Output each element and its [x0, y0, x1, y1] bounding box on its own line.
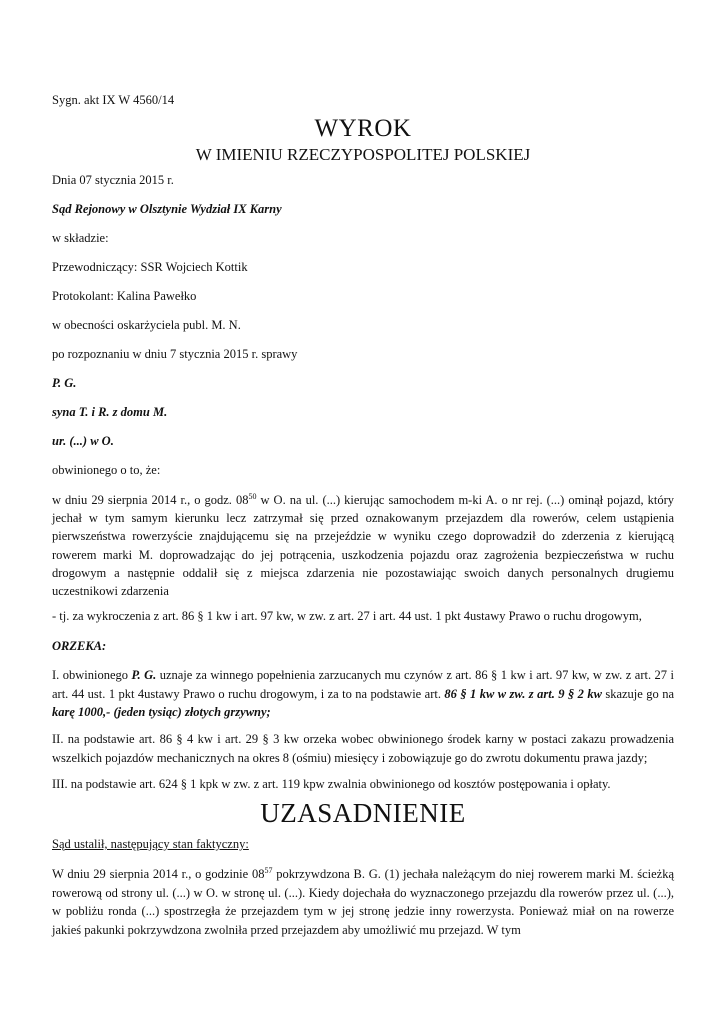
prosecutor: w obecności oskarżyciela publ. M. N. [52, 318, 241, 332]
verdict-point-2: II. na podstawie art. 86 § 4 kw i art. 29 § 3 kw orzeka wobec obwinionego środek karny w postaci zakazu prowadzenia wszelkich pojazdów mechanicznych na okres 8 (ośmiu) miesięcy i zobowiązuje go do zwrotu dokumentu prawa jazdy; [52, 732, 674, 765]
defendant-birth: ur. (...) w O. [52, 434, 114, 448]
verdict-heading: ORZEKA: [52, 639, 107, 653]
defendant-name: P. G. [52, 376, 77, 390]
accused-of-label: obwinionego o to, że: [52, 463, 161, 477]
judgment-date: Dnia 07 stycznia 2015 r. [52, 173, 174, 187]
charge-legal-basis: - tj. za wykroczenia z art. 86 § 1 kw i art. 97 kw, w zw. z art. 27 i art. 44 ust. 1 pkt 4ustawy Prawo o ruchu drogowym, [52, 609, 642, 623]
charge-description: w dniu 29 sierpnia 2014 r., o godz. $08^{50}$ w O. na ul. (...) kierując samochodem m-ki A. o nr rej. (...) ominął pojazd, który jechał w tym samym kierunku lecz zatrzymał się przed oznakowanym przejazdem dla rowerów, celem ustąpienia pierwszeństwa rowerzyście znajdującemu się na przejeździe w wyniku czego doprowadził do zderzenia z kierującą rowerem marki M. doprowadzając do jej potrącenia, uszkodzenia pojazdu oraz zagrożenia bezpieczeństwa w ruchu drogowym a następnie oddalił się z miejsca zdarzenia nie pozostawiając swoich danych personalnych drugiemu uczestnikowi zdarzenia [52, 491, 674, 599]
document-title: WYROK [314, 115, 412, 142]
hearing-info: po rozpoznaniu w dniu 7 stycznia 2015 r. sprawy [52, 347, 298, 361]
justification-title: UZASADNIENIE [260, 798, 466, 828]
verdict-point-1: I. obwinionego P. G. uznaje za winnego popełnienia zarzucanych mu czynów z art. 86 § 1 kw i art. 97 kw, w zw. z art. 27 i art. 44 ust. 1 pkt 4ustawy Prawo o ruchu drogowym, i za to na podstawie art. 86 § 1 kw w zw. z art. 9 § 2 kw skazuje go na karę 1000,- (jeden tysiąc) złotych grzywny; [52, 668, 674, 719]
verdict-point-3: III. na podstawie art. 624 § 1 kpk w zw. z art. 119 kpw zwalnia obwinionego od kosztów postępowania i opłaty. [52, 777, 611, 791]
defendant-parents: syna T. i R. z domu M. [52, 405, 168, 419]
chair-judge: Przewodniczący: SSR Wojciech Kottik [52, 260, 248, 274]
court-name: Sąd Rejonowy w Olsztynie Wydział IX Karny [52, 202, 282, 216]
case-number: Sygn. akt IX W 4560/14 [52, 93, 175, 107]
court-clerk: Protokolant: Kalina Pawełko [52, 289, 197, 303]
facts-heading: Sąd ustalił, następujący stan faktyczny: [52, 837, 249, 851]
document-subtitle: W IMIENIU RZECZYPOSPOLITEJ POLSKIEJ [195, 145, 531, 164]
facts-paragraph: W dniu 29 sierpnia 2014 r., o godzinie $08^{57}$ pokrzywdzona B. G. (1) jechała należącym do niej rowerem marki M. ścieżką rowerową od strony ul. (...) w O. w stronę ul. (...). Kiedy dojechała do wyznaczonego przejazdu dla rowerów przez ul. (...), w pobliżu ronda (...) spostrzegła że przejazdem tym w jej stronę jedzie inny rowerzysta. Ponieważ miał on na rowerze jakieś pakunki pokrzywdzona zwolniła przed przejazdem aby umożliwić mu przejazd. W tym [52, 865, 674, 937]
composition-label: w składzie: [52, 231, 109, 245]
